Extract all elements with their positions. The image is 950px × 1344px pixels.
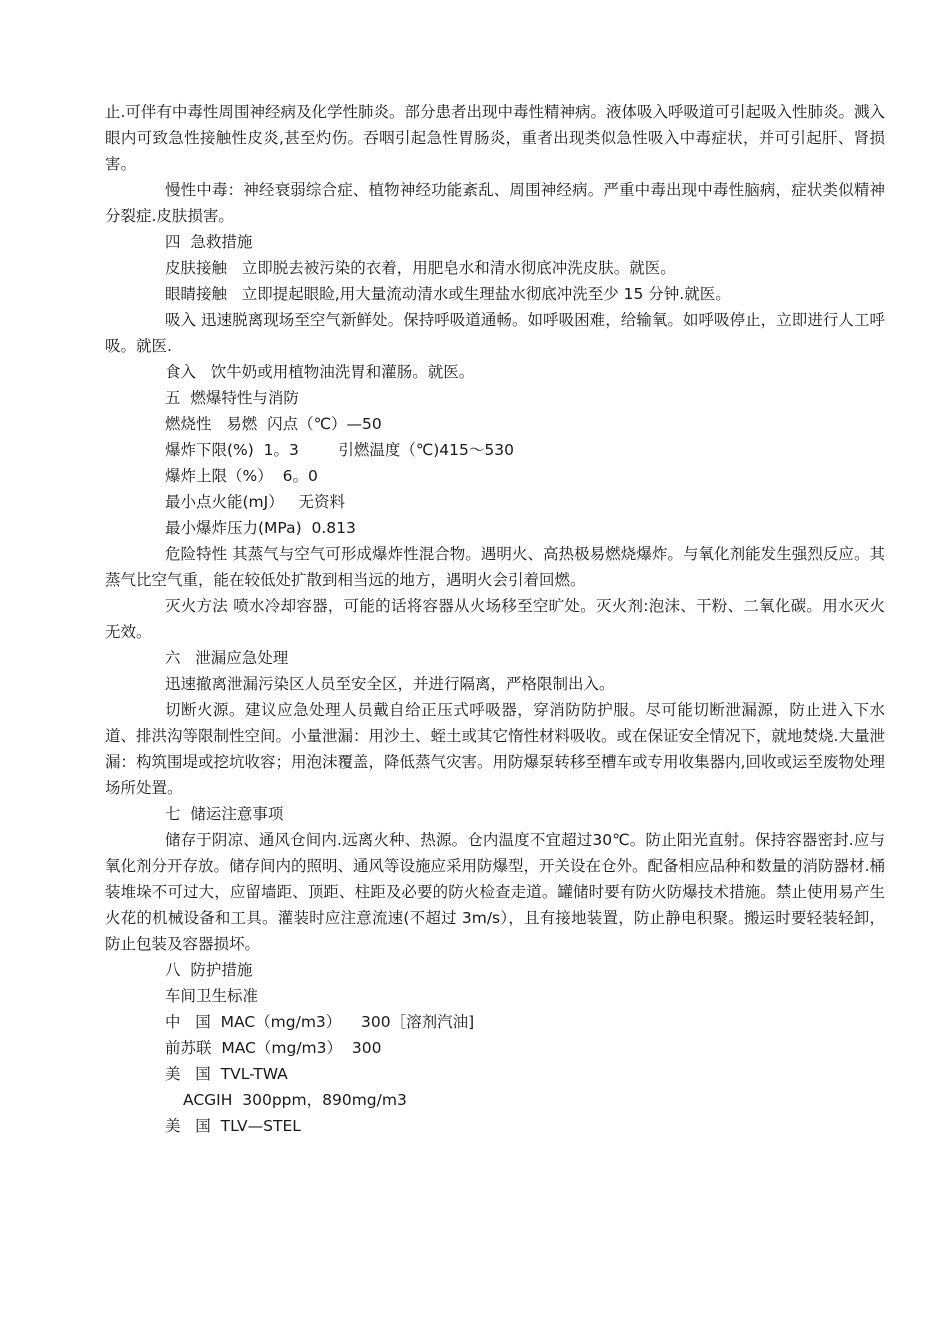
section-heading-storage-transport: 七 储运注意事项 — [165, 805, 284, 823]
max-explosion-pressure-line: 最小爆炸压力(MPa) 0.813 — [165, 519, 356, 537]
hazard-characteristics: 危险特性 其蒸气与空气可形成爆炸性混合物。遇明火、高热极易燃烧爆炸。与氧化剂能发生强烈反应。其蒸气比空气重，能在较低处扩散到相当远的地方，遇明火会引着回燃。 — [105, 545, 885, 589]
section-heading-first-aid: 四 急救措施 — [165, 233, 253, 251]
lower-explosive-limit-line: 爆炸下限(%) 1。3 引燃温度（℃)415～530 — [165, 441, 514, 459]
paragraph-acute-poisoning-continued: 止.可伴有中毒性周围神经病及化学性肺炎。部分患者出现中毒性精神病。液体吸入呼吸道可引起吸入性肺炎。溅入眼内可致急性接触性皮炎,甚至灼伤。吞咽引起急性胃肠炎，重者出现类似急性吸入中毒症状，并可引起肝、肾损害。 — [105, 103, 885, 173]
fire-extinguishing-method: 灭火方法 喷水冷却容器，可能的话将容器从火场移至空旷处。灭火剂:泡沫、干粉、二氧化碳。用水灭火无效。 — [105, 597, 885, 641]
standard-usa-tvl-twa: 美 国 TVL-TWA — [165, 1065, 288, 1083]
standard-china-mac: 中 国 MAC（mg/m3） 300［溶剂汽油] — [165, 1013, 475, 1031]
min-ignition-energy-line: 最小点火能(mJ） 无资料 — [165, 493, 345, 511]
standard-acgih-values: ACGIH 300ppm，890mg/m3 — [183, 1091, 407, 1109]
section-heading-leak-response: 六 泄漏应急处理 — [165, 649, 289, 667]
storage-paragraph: 储存于阴凉、通风仓间内.远离火种、热源。仓内温度不宜超过30℃。防止阳光直射。保持容器密封.应与氧化剂分开存放。储存间内的照明、通风等设施应采用防爆型，开关设在仓外。配备相应品种和数量的消防器材.桶装堆垛不可过大，应留墙距、顶距、柱距及必要的防火检查走道。罐储时要有防火防爆技术措施。禁止使用易产生火花的机械设备和工具。灌装时应注意流速(不超过 3m/s），且有接地装置，防止静电积聚。搬运时要轻装轻卸，防止包装及容器损坏。 — [105, 831, 885, 953]
paragraph-chronic-poisoning: 慢性中毒：神经衰弱综合症、植物神经功能紊乱、周围神经病。严重中毒出现中毒性脑病，症状类似精神分裂症.皮肤损害。 — [105, 181, 885, 225]
first-aid-eye-contact: 眼睛接触 立即提起眼睑,用大量流动清水或生理盐水彻底冲洗至少 15 分钟.就医。 — [165, 285, 731, 303]
workplace-hygiene-standard: 车间卫生标准 — [165, 987, 259, 1005]
document-body — [105, 99, 885, 1139]
first-aid-ingestion: 食入 饮牛奶或用植物油洗胃和灌肠。就医。 — [165, 363, 475, 381]
flammability-line: 燃烧性 易燃 闪点（℃）—50 — [165, 415, 382, 433]
leak-handling-paragraph: 切断火源。建议应急处理人员戴自给正压式呼吸器，穿消防防护服。尽可能切断泄漏源，防止进入下水道、排洪沟等限制性空间。小量泄漏：用沙土、蛭土或其它惰性材料吸收。或在保证安全情况下，就地焚烧.大量泄漏：构筑围堤或挖坑收容；用泡沫覆盖，降低蒸气灾害。用防爆泵转移至槽车或专用收集器内,回收或运至废物处理场所处置。 — [105, 701, 885, 797]
leak-evacuation-line: 迅速撤离泄漏污染区人员至安全区，并进行隔离，严格限制出入。 — [165, 675, 615, 693]
upper-explosive-limit-line: 爆炸上限（%） 6。0 — [165, 467, 318, 485]
section-heading-fire-explosion: 五 燃爆特性与消防 — [165, 389, 299, 407]
standard-ussr-mac: 前苏联 MAC（mg/m3） 300 — [165, 1039, 382, 1057]
first-aid-skin-contact: 皮肤接触 立即脱去被污染的衣着，用肥皂水和清水彻底冲洗皮肤。就医。 — [165, 259, 676, 277]
first-aid-inhalation: 吸入 迅速脱离现场至空气新鲜处。保持呼吸道通畅。如呼吸困难，给输氧。如呼吸停止，立即进行人工呼吸。就医. — [105, 311, 885, 355]
section-heading-protection: 八 防护措施 — [165, 961, 253, 979]
standard-usa-tlv-stel: 美 国 TLV—STEL — [165, 1117, 301, 1135]
